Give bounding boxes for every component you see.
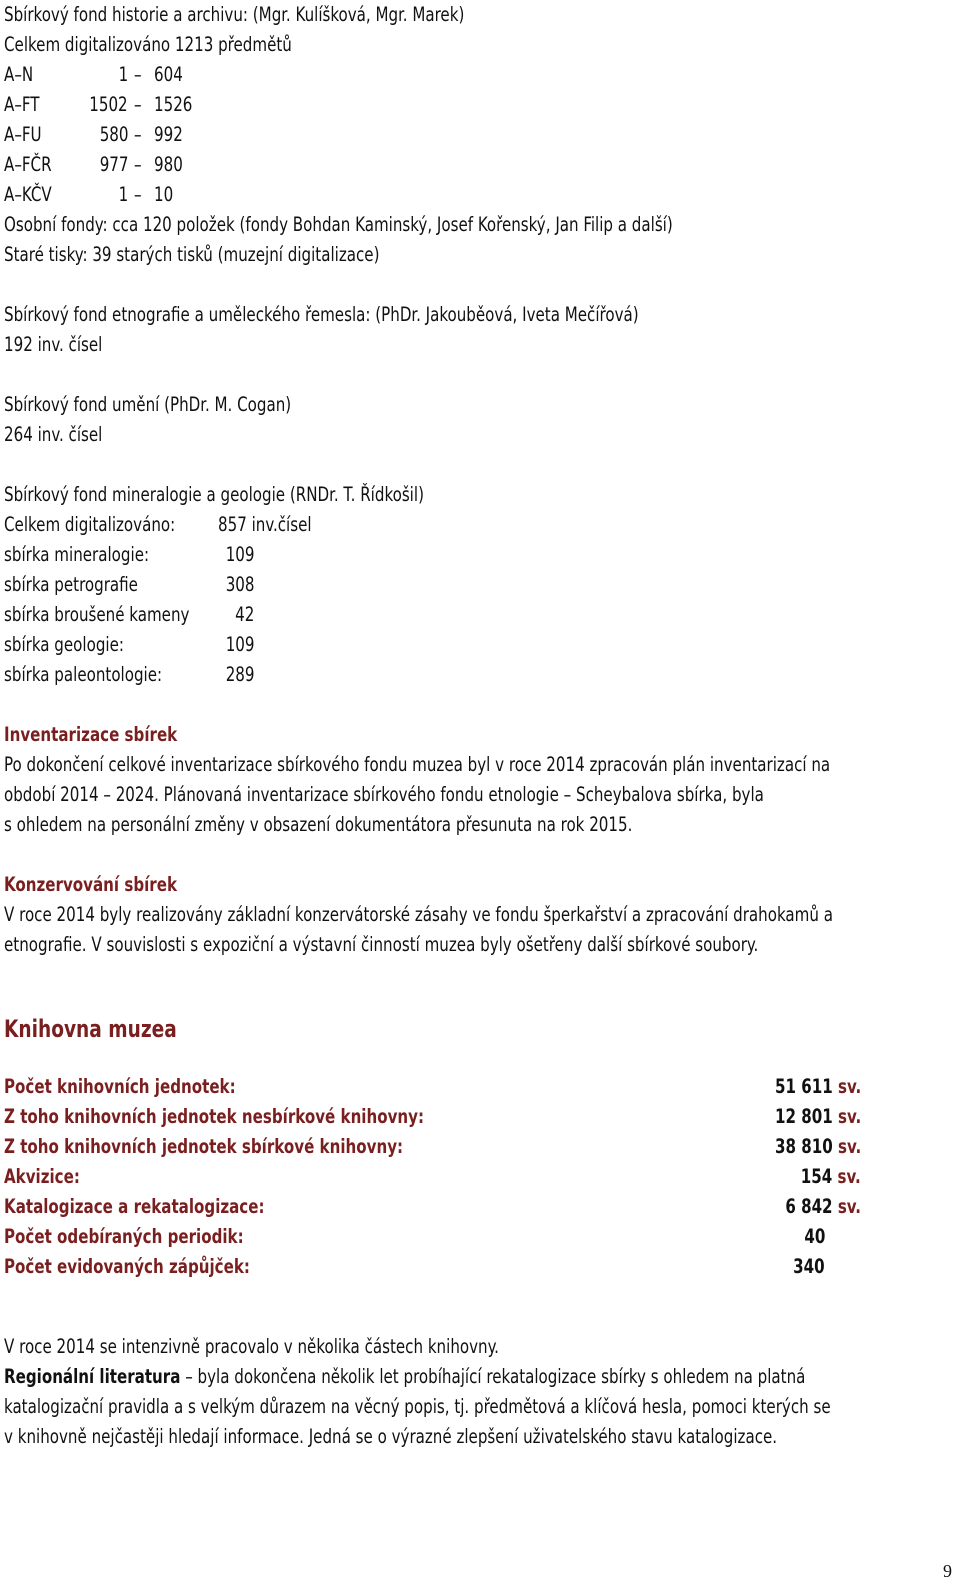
inventory-line-text: s ohledem na personální změny v obsazení dokumentátora přesunuta na rok 2015. bbox=[4, 813, 633, 836]
archive-range-row bbox=[4, 60, 949, 90]
regional-literature-label: Regionální literatura bbox=[4, 1365, 181, 1388]
archive-code: A–FČR bbox=[4, 153, 52, 176]
ethnography-count-text: 192 inv. čísel bbox=[4, 333, 103, 356]
art-count bbox=[4, 420, 949, 450]
library-stat-value: 154 bbox=[801, 1165, 833, 1188]
archive-from: 1 bbox=[118, 63, 128, 86]
archive-code: A–KČV bbox=[4, 183, 52, 206]
archive-range-row bbox=[4, 180, 949, 210]
ethnography-title-text: Sbírkový fond etnografie a uměleckého řemesla: (PhDr. Jakouběová, Iveta Mečířová) bbox=[4, 303, 639, 326]
mineralogy-row-value: 42 bbox=[234, 603, 254, 626]
archive-to: 992 bbox=[154, 123, 183, 146]
mineralogy-row-label: sbírka petrografie bbox=[4, 573, 138, 596]
archive-range-list bbox=[4, 60, 949, 210]
library-stat-unit: sv. bbox=[832, 1105, 861, 1128]
inventory-line bbox=[4, 780, 949, 810]
inventory-paragraph bbox=[4, 750, 949, 840]
library-stat-value: 12 801 bbox=[774, 1105, 833, 1128]
mineralogy-row-value: 308 bbox=[225, 573, 254, 596]
archive-total-text: Celkem digitalizováno 1213 předmětů bbox=[4, 33, 292, 56]
page-number: 9 bbox=[943, 1561, 952, 1581]
library-stat-label: Z toho knihovních jednotek sbírkové knihovny: bbox=[4, 1135, 404, 1158]
mineralogy-row-label: sbírka geologie: bbox=[4, 633, 124, 656]
archive-title bbox=[4, 0, 949, 30]
archive-from: 977 bbox=[99, 153, 128, 176]
inventory-heading-text: Inventarizace sbírek bbox=[4, 723, 178, 746]
library-intro-text: V roce 2014 se intenzivně pracovalo v několika částech knihovny. bbox=[4, 1335, 499, 1358]
mineralogy-row bbox=[4, 660, 949, 690]
library-stats-table bbox=[4, 1072, 949, 1282]
inventory-line bbox=[4, 810, 949, 840]
archive-dash: – bbox=[134, 183, 142, 206]
archive-personal-funds bbox=[4, 210, 949, 240]
inventory-line-text: Po dokončení celkové inventarizace sbírkového fondu muzea byl v roce 2014 zpracován plán inventarizací na bbox=[4, 753, 831, 776]
inventory-heading bbox=[4, 720, 949, 750]
mineralogy-row bbox=[4, 540, 949, 570]
library-intro bbox=[4, 1332, 949, 1362]
library-stat-value: 51 611 bbox=[774, 1075, 833, 1098]
library-stat-value: 340 bbox=[793, 1255, 825, 1278]
library-stat-unit: sv. bbox=[832, 1135, 861, 1158]
archive-title-text: Sbírkový fond historie a archivu: (Mgr. Kulíšková, Mgr. Marek) bbox=[4, 3, 465, 26]
library-heading bbox=[4, 1012, 949, 1046]
document-page bbox=[4, 0, 949, 1452]
mineralogy-title bbox=[4, 480, 949, 510]
library-stat-row bbox=[4, 1252, 949, 1282]
regional-line-1: – byla dokončena několik let probíhající rekatalogizace sbírky s ohledem na platná bbox=[180, 1365, 806, 1388]
library-stat-row bbox=[4, 1072, 949, 1102]
library-stat-row bbox=[4, 1222, 949, 1252]
library-stat-value: 40 bbox=[803, 1225, 825, 1248]
library-stat-label: Počet knihovních jednotek: bbox=[4, 1075, 236, 1098]
mineralogy-total-label: Celkem digitalizováno: bbox=[4, 513, 176, 536]
library-stat-row bbox=[4, 1102, 949, 1132]
conservation-paragraph bbox=[4, 900, 949, 960]
mineralogy-list bbox=[4, 540, 949, 690]
archive-from: 1 bbox=[118, 183, 128, 206]
archive-from: 1502 bbox=[89, 93, 128, 116]
archive-range-row bbox=[4, 90, 949, 120]
art-title-text: Sbírkový fond umění (PhDr. M. Cogan) bbox=[4, 393, 292, 416]
conservation-line bbox=[4, 930, 949, 960]
mineralogy-row bbox=[4, 570, 949, 600]
art-count-text: 264 inv. čísel bbox=[4, 423, 103, 446]
archive-dash: – bbox=[134, 153, 142, 176]
mineralogy-row-value: 109 bbox=[225, 633, 254, 656]
old-prints-text: Staré tisky: 39 starých tisků (muzejní digitalizace) bbox=[4, 243, 380, 266]
mineralogy-row bbox=[4, 630, 949, 660]
library-stat-unit: sv. bbox=[832, 1075, 861, 1098]
mineralogy-row-label: sbírka mineralogie: bbox=[4, 543, 150, 566]
conservation-line bbox=[4, 900, 949, 930]
library-stat-row bbox=[4, 1132, 949, 1162]
conservation-line-text: etnografie. V souvislosti s expoziční a výstavní činností muzea byly ošetřeny další sbírkové soubory. bbox=[4, 933, 759, 956]
regional-line-3: v knihovně nejčastěji hledají informace. Jedná se o výrazné zlepšení uživatelského stavu katalogizace. bbox=[4, 1425, 778, 1448]
archive-code: A–FU bbox=[4, 123, 42, 146]
archive-code: A–N bbox=[4, 63, 34, 86]
conservation-line-text: V roce 2014 byly realizovány základní konzervátorské zásahy ve fondu šperkařství a zpracování drahokamů a bbox=[4, 903, 833, 926]
archive-to: 1526 bbox=[154, 93, 193, 116]
library-regional-first-line bbox=[4, 1362, 949, 1392]
regional-line-2: katalogizační pravidla a s velkým důrazem na věcný popis, tj. předmětová a klíčová hesla, pomoci kterých se bbox=[4, 1395, 831, 1418]
library-stat-label: Počet evidovaných zápůjček: bbox=[4, 1255, 250, 1278]
archive-dash: – bbox=[134, 63, 142, 86]
library-regional-line-2 bbox=[4, 1392, 949, 1422]
inventory-line-text: období 2014 – 2024. Plánovaná inventarizace sbírkového fondu etnologie – Scheybalova sbírka, byla bbox=[4, 783, 764, 806]
art-title bbox=[4, 390, 949, 420]
archive-to: 604 bbox=[154, 63, 183, 86]
library-stat-label: Akvizice: bbox=[4, 1165, 80, 1188]
library-stat-row bbox=[4, 1162, 949, 1192]
library-stat-row bbox=[4, 1192, 949, 1222]
mineralogy-total bbox=[4, 510, 949, 540]
library-stat-label: Z toho knihovních jednotek nesbírkové knihovny: bbox=[4, 1105, 425, 1128]
archive-old-prints bbox=[4, 240, 949, 270]
ethnography-title bbox=[4, 300, 949, 330]
mineralogy-row-value: 109 bbox=[225, 543, 254, 566]
ethnography-count bbox=[4, 330, 949, 360]
archive-range-row bbox=[4, 150, 949, 180]
library-stat-unit: sv. bbox=[832, 1165, 861, 1188]
library-stat-unit: sv. bbox=[832, 1195, 861, 1218]
archive-to: 980 bbox=[154, 153, 183, 176]
library-heading-text: Knihovna muzea bbox=[4, 1015, 177, 1043]
archive-dash: – bbox=[134, 93, 142, 116]
mineralogy-title-text: Sbírkový fond mineralogie a geologie (RNDr. T. Řídkošil) bbox=[4, 483, 424, 506]
library-regional-line-3 bbox=[4, 1422, 949, 1452]
archive-dash: – bbox=[134, 123, 142, 146]
archive-range-row bbox=[4, 120, 949, 150]
personal-funds-text: Osobní fondy: cca 120 položek (fondy Bohdan Kaminský, Josef Kořenský, Jan Filip a další) bbox=[4, 213, 673, 236]
conservation-heading-text: Konzervování sbírek bbox=[4, 873, 178, 896]
mineralogy-row bbox=[4, 600, 949, 630]
conservation-heading bbox=[4, 870, 949, 900]
library-stat-label: Katalogizace a rekatalogizace: bbox=[4, 1195, 265, 1218]
archive-code: A–FT bbox=[4, 93, 40, 116]
archive-to: 10 bbox=[154, 183, 174, 206]
mineralogy-total-value: 857 inv.čísel bbox=[218, 513, 312, 536]
archive-from: 580 bbox=[99, 123, 128, 146]
mineralogy-row-label: sbírka paleontologie: bbox=[4, 663, 163, 686]
inventory-line bbox=[4, 750, 949, 780]
mineralogy-row-value: 289 bbox=[225, 663, 254, 686]
library-stat-value: 6 842 bbox=[785, 1195, 833, 1218]
library-stat-label: Počet odebíraných periodik: bbox=[4, 1225, 244, 1248]
archive-total bbox=[4, 30, 949, 60]
library-stat-value: 38 810 bbox=[774, 1135, 833, 1158]
mineralogy-row-label: sbírka broušené kameny bbox=[4, 603, 190, 626]
